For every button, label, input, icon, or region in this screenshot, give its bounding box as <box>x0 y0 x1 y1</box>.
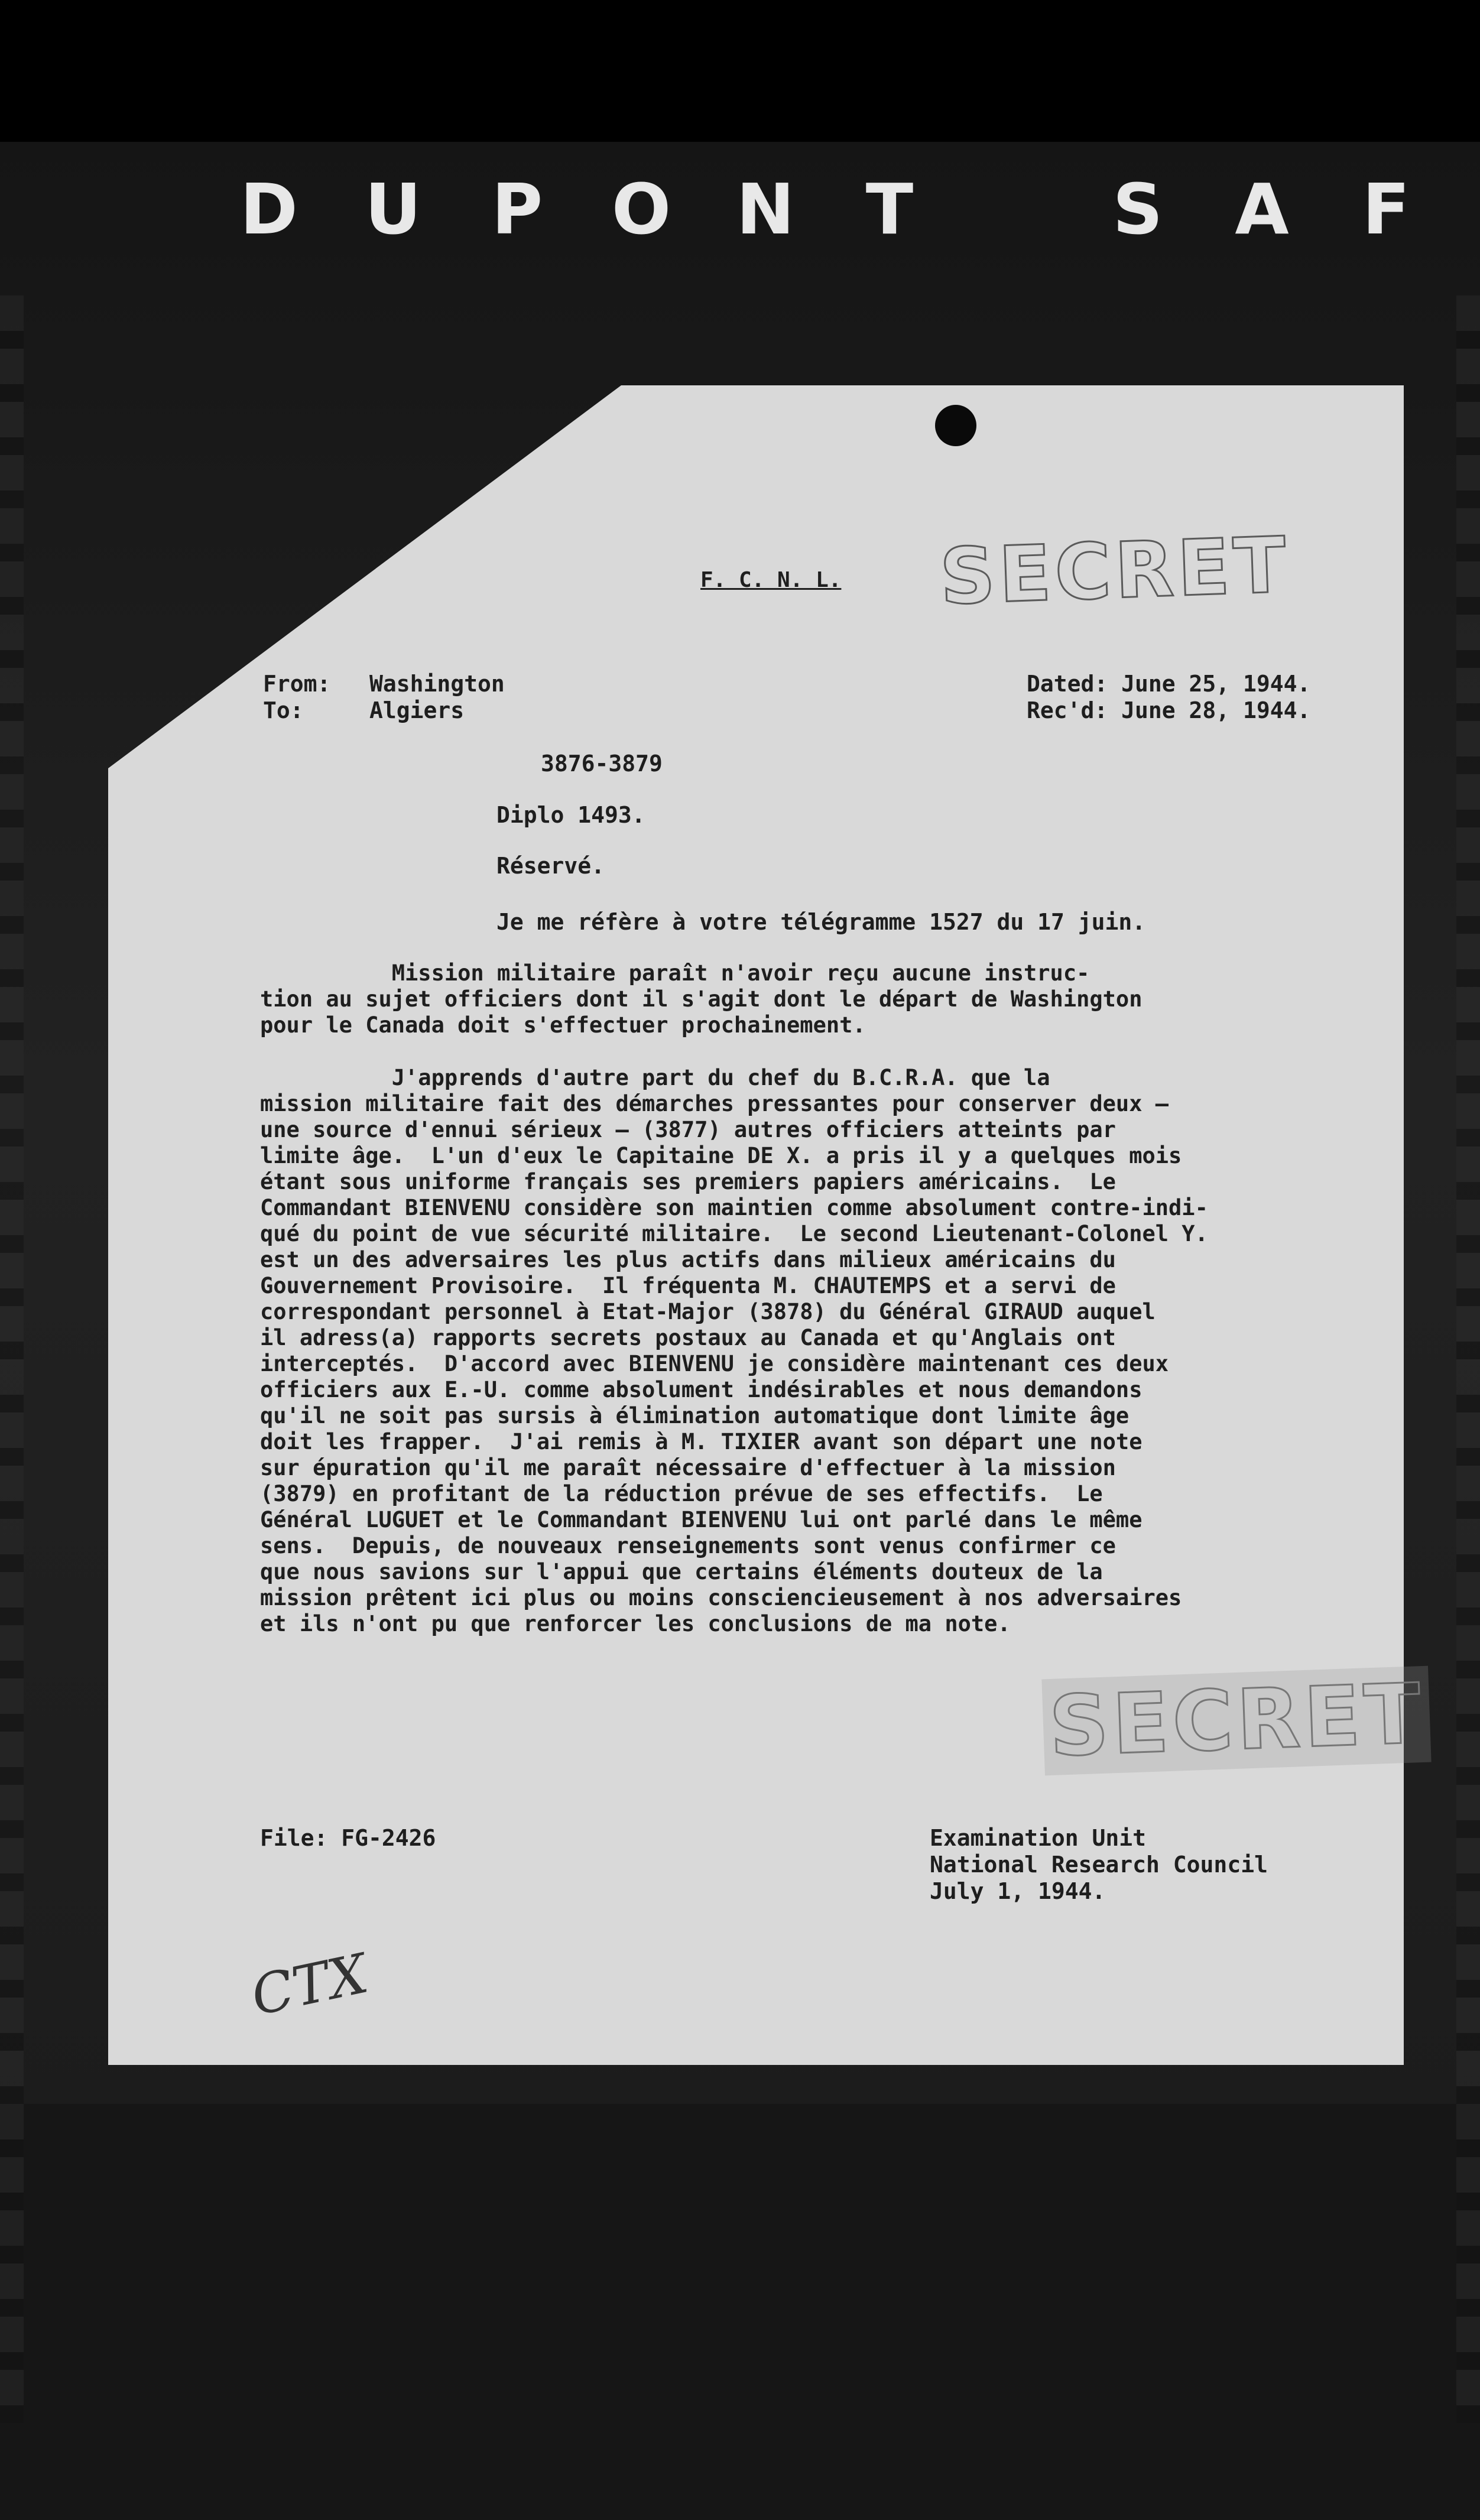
reference-sentence: Je me réfère à votre télégramme 1527 du 17 juin. <box>496 909 1146 935</box>
paragraph-line: et ils n'ont pu que renforcer les conclusions de ma note. <box>260 1611 1011 1636</box>
handwritten-note: CTX <box>246 1941 374 2028</box>
paragraph-line: une source d'ennui sérieux — (3877) autres officiers atteints par <box>260 1117 1116 1142</box>
from-value: Washington <box>369 671 505 697</box>
paragraph-line: est un des adversaires les plus actifs dans milieux américains du <box>260 1247 1116 1272</box>
paragraph-line: tion au sujet officiers dont il s'agit dont le départ de Washington <box>260 986 1143 1012</box>
banner-letter <box>952 168 1076 245</box>
banner-letter: F <box>1362 168 1410 250</box>
banner-letter: O <box>611 168 671 250</box>
signature-line: Examination Unit <box>930 1825 1147 1851</box>
reference-numbers: 3876-3879 <box>541 751 663 777</box>
paragraph-line: J'apprends d'autre part du chef du B.C.R.A. que la <box>260 1065 1050 1090</box>
paragraph-2 <box>260 1065 1401 1637</box>
paragraph-line: correspondant personnel à Etat-Major (3878) du Général GIRAUD auquel <box>260 1299 1156 1324</box>
film-bottom-band <box>0 2104 1480 2520</box>
paragraph-line: officiers aux E.-U. comme absolument indésirables et nous demandons <box>260 1377 1143 1402</box>
banner-letter: U <box>365 168 421 250</box>
signature-line: National Research Council <box>930 1852 1268 1878</box>
dated-line: Dated: June 25, 1944. <box>1027 671 1311 697</box>
film-edge-right <box>1456 295 1480 2423</box>
paragraph-line: interceptés. D'accord avec BIENVENU je considère maintenant ces deux <box>260 1351 1169 1376</box>
banner-letter: N <box>736 168 795 250</box>
paragraph-1 <box>260 960 1401 1038</box>
paragraph-line: limite âge. L'un d'eux le Capitaine DE X. a pris il y a quelques mois <box>260 1143 1182 1168</box>
file-reference: File: FG-2426 <box>260 1825 436 1851</box>
secret-stamp-bottom: SECRET <box>1041 1666 1431 1776</box>
reserve-line: Réservé. <box>496 853 605 879</box>
banner-letter: P <box>491 168 543 250</box>
diplo-number: Diplo 1493. <box>496 802 645 828</box>
paragraph-line: (3879) en profitant de la réduction prévue de ses effectifs. Le <box>260 1481 1103 1506</box>
classification-header: F. C. N. L. <box>700 568 842 592</box>
paragraph-line: Général LUGUET et le Commandant BIENVENU lui ont parlé dans le même <box>260 1507 1143 1532</box>
signature-line: July 1, 1944. <box>930 1878 1106 1904</box>
received-line: Rec'd: June 28, 1944. <box>1027 697 1311 723</box>
paragraph-line: pour le Canada doit s'effectuer prochainement. <box>260 1012 866 1038</box>
punch-hole <box>935 405 976 446</box>
paragraph-line: étant sous uniforme français ses premiers papiers américains. Le <box>260 1169 1116 1194</box>
paragraph-line: qu'il ne soit pas sursis à élimination automatique dont limite âge <box>260 1403 1130 1428</box>
film-edge-left <box>0 295 24 2423</box>
banner-letter: T <box>865 168 914 250</box>
banner-letter: S <box>1112 168 1163 250</box>
paragraph-line: sens. Depuis, de nouveaux renseignements sont venus confirmer ce <box>260 1533 1116 1558</box>
to-value: Algiers <box>369 697 465 723</box>
paragraph-line: sur épuration qu'il me paraît nécessaire d'effectuer à la mission <box>260 1455 1116 1480</box>
paragraph-line: qué du point de vue sécurité militaire. Le second Lieutenant-Colonel Y. <box>260 1221 1208 1246</box>
paragraph-line: mission prêtent ici plus ou moins consciencieusement à nos adversaires <box>260 1585 1182 1610</box>
banner-letter: D <box>240 168 298 250</box>
paragraph-line: doit les frapper. J'ai remis à M. TIXIER avant son départ une note <box>260 1429 1143 1454</box>
film-banner <box>207 168 1480 250</box>
paragraph-line: Commandant BIENVENU considère son maintien comme absolument contre-indi- <box>260 1195 1208 1220</box>
from-label: From: <box>263 671 331 697</box>
to-label: To: <box>263 697 304 723</box>
paragraph-line: Mission militaire paraît n'avoir reçu aucune instruc- <box>260 960 1090 986</box>
paragraph-line: que nous savions sur l'appui que certains éléments douteux de la <box>260 1559 1103 1584</box>
paragraph-line: mission militaire fait des démarches pressantes pour conserver deux — <box>260 1091 1169 1116</box>
paragraph-line: Gouvernement Provisoire. Il fréquenta M. CHAUTEMPS et a servi de <box>260 1273 1116 1298</box>
paragraph-line: il adress(a) rapports secrets postaux au Canada et qu'Anglais ont <box>260 1325 1116 1350</box>
secret-stamp-top: SECRET <box>938 519 1291 622</box>
banner-letter: A <box>1235 168 1289 250</box>
film-top-strip <box>0 0 1480 142</box>
